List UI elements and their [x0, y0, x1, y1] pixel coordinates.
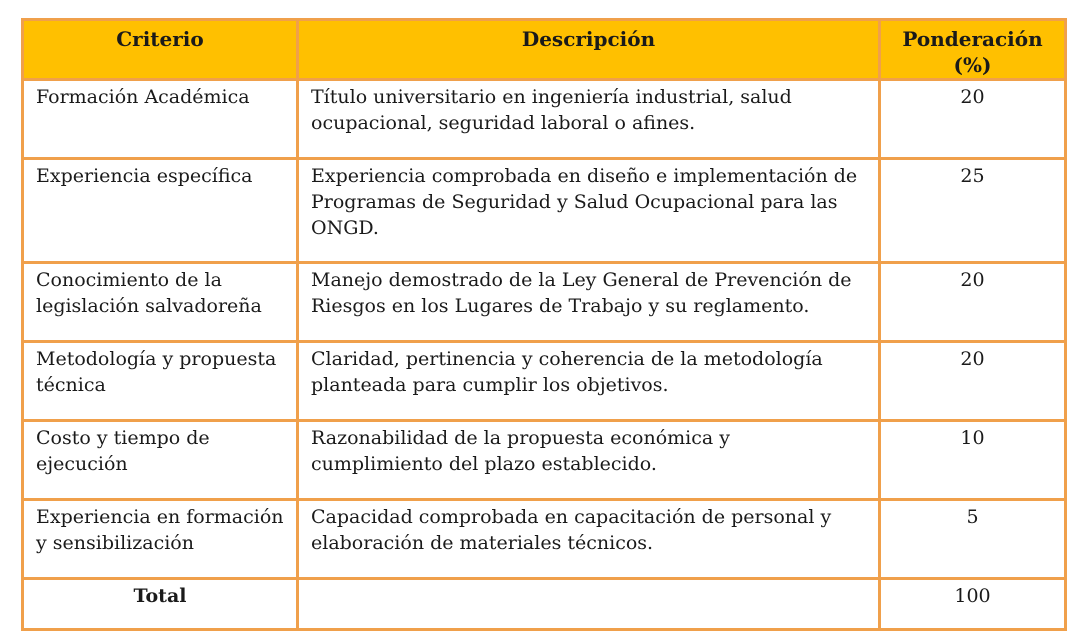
- table-row: [23, 421, 1066, 500]
- total-row: [23, 579, 1066, 630]
- cell-ponderacion: 25: [880, 159, 1066, 263]
- table-row: [23, 159, 1066, 263]
- cell-descripcion: Razonabilidad de la propuesta económica y cumplimiento del plazo establecido.: [298, 421, 880, 500]
- cell-criterio: Experiencia en formación y sensibilización: [23, 500, 298, 579]
- total-label: Total: [23, 579, 298, 630]
- table-body: [23, 80, 1066, 630]
- cell-ponderacion: 20: [880, 80, 1066, 159]
- header-row: [23, 20, 1066, 80]
- cell-descripcion: Capacidad comprobada en capacitación de personal y elaboración de materiales técnicos.: [298, 500, 880, 579]
- cell-ponderacion: 20: [880, 263, 1066, 342]
- table-row: [23, 80, 1066, 159]
- header-descripcion: Descripción: [298, 20, 880, 80]
- cell-descripcion: Título universitario en ingeniería industrial, salud ocupacional, seguridad laboral o afines.: [298, 80, 880, 159]
- table-row: [23, 342, 1066, 421]
- table-header: [23, 20, 1066, 80]
- cell-criterio: Experiencia específica: [23, 159, 298, 263]
- evaluation-criteria-table-wrapper: [21, 18, 1067, 631]
- header-ponderacion: Ponderación (%): [880, 20, 1066, 80]
- cell-descripcion: Experiencia comprobada en diseño e implementación de Programas de Seguridad y Salud Ocupacional para las ONGD.: [298, 159, 880, 263]
- cell-descripcion: Claridad, pertinencia y coherencia de la metodología planteada para cumplir los objetivos.: [298, 342, 880, 421]
- cell-criterio: Conocimiento de la legislación salvadoreña: [23, 263, 298, 342]
- cell-ponderacion: 20: [880, 342, 1066, 421]
- total-descripcion: [298, 579, 880, 630]
- cell-ponderacion: 10: [880, 421, 1066, 500]
- header-criterio: Criterio: [23, 20, 298, 80]
- evaluation-criteria-table: [21, 18, 1067, 631]
- cell-criterio: Formación Académica: [23, 80, 298, 159]
- table-row: [23, 500, 1066, 579]
- cell-descripcion: Manejo demostrado de la Ley General de Prevención de Riesgos en los Lugares de Trabajo y su reglamento.: [298, 263, 880, 342]
- total-ponderacion: 100: [880, 579, 1066, 630]
- cell-criterio: Metodología y propuesta técnica: [23, 342, 298, 421]
- cell-ponderacion: 5: [880, 500, 1066, 579]
- table-row: [23, 263, 1066, 342]
- cell-criterio: Costo y tiempo de ejecución: [23, 421, 298, 500]
